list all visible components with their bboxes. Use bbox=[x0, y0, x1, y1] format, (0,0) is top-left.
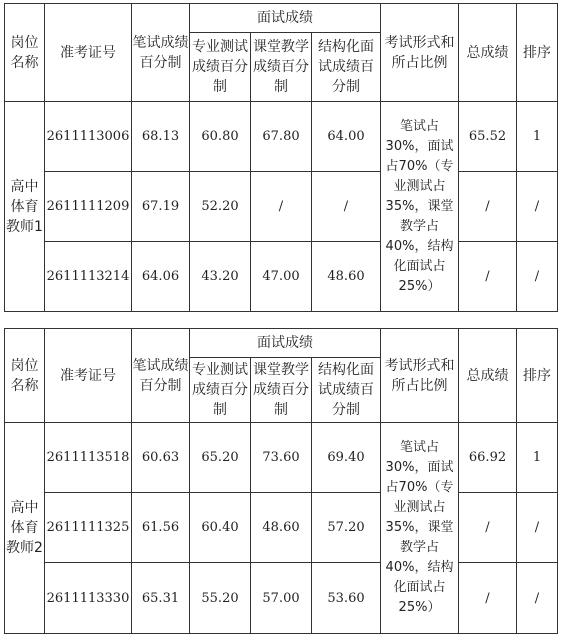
structured-score: / bbox=[312, 172, 381, 242]
table-row bbox=[5, 563, 558, 634]
teaching-score: 67.80 bbox=[251, 102, 312, 172]
exam-no: 2611113518 bbox=[45, 423, 132, 493]
header-exam-form: 考试形式和所占比例 bbox=[381, 329, 459, 423]
header-interview-group: 面试成绩 bbox=[190, 329, 381, 358]
skill-score: 55.20 bbox=[190, 563, 251, 634]
header-written-score: 笔试成绩百分制 bbox=[132, 329, 190, 423]
header-skill-test: 专业测试成绩百分制 bbox=[190, 358, 251, 423]
written-score: 67.19 bbox=[132, 172, 190, 242]
total-score: / bbox=[459, 493, 517, 563]
header-total-score: 总成绩 bbox=[459, 329, 517, 423]
written-score: 61.56 bbox=[132, 493, 190, 563]
written-score: 68.13 bbox=[132, 102, 190, 172]
written-score: 65.31 bbox=[132, 563, 190, 634]
rank: / bbox=[517, 563, 558, 634]
total-score: / bbox=[459, 563, 517, 634]
header-exam-no: 准考证号 bbox=[45, 4, 132, 102]
exam-no: 2611111325 bbox=[45, 493, 132, 563]
rank: / bbox=[517, 242, 558, 312]
total-score: 65.52 bbox=[459, 102, 517, 172]
exam-no: 2611113330 bbox=[45, 563, 132, 634]
structured-score: 48.60 bbox=[312, 242, 381, 312]
post-name: 高中体育教师2 bbox=[5, 423, 45, 634]
written-score: 64.06 bbox=[132, 242, 190, 312]
header-skill-test: 专业测试成绩百分制 bbox=[190, 33, 251, 102]
table-row bbox=[5, 102, 558, 172]
structured-score: 53.60 bbox=[312, 563, 381, 634]
table-row bbox=[5, 493, 558, 563]
skill-score: 65.20 bbox=[190, 423, 251, 493]
header-written-score: 笔试成绩百分制 bbox=[132, 4, 190, 102]
post-name: 高中体育教师1 bbox=[5, 102, 45, 312]
header-structured: 结构化面试成绩百分制 bbox=[312, 33, 381, 102]
skill-score: 60.80 bbox=[190, 102, 251, 172]
structured-score: 64.00 bbox=[312, 102, 381, 172]
header-structured: 结构化面试成绩百分制 bbox=[312, 358, 381, 423]
skill-score: 60.40 bbox=[190, 493, 251, 563]
rank: 1 bbox=[517, 102, 558, 172]
header-rank: 排序 bbox=[517, 4, 558, 102]
table-row bbox=[5, 172, 558, 242]
exam-no: 2611113006 bbox=[45, 102, 132, 172]
written-score: 60.63 bbox=[132, 423, 190, 493]
header-post: 岗位名称 bbox=[5, 329, 45, 423]
structured-score: 57.20 bbox=[312, 493, 381, 563]
teaching-score: 48.60 bbox=[251, 493, 312, 563]
structured-score: 69.40 bbox=[312, 423, 381, 493]
teaching-score: 57.00 bbox=[251, 563, 312, 634]
rank: / bbox=[517, 172, 558, 242]
skill-score: 52.20 bbox=[190, 172, 251, 242]
total-score: / bbox=[459, 242, 517, 312]
header-rank: 排序 bbox=[517, 329, 558, 423]
teaching-score: / bbox=[251, 172, 312, 242]
rank: 1 bbox=[517, 423, 558, 493]
exam-no: 2611111209 bbox=[45, 172, 132, 242]
exam-form-ratio: 笔试占30%，面试占70%（专业测试占35%，课堂教学占40%，结构化面试占25%） bbox=[381, 102, 459, 312]
header-teaching: 课堂教学成绩百分制 bbox=[251, 358, 312, 423]
exam-no: 2611113214 bbox=[45, 242, 132, 312]
score-table-1 bbox=[4, 3, 558, 312]
score-table-2 bbox=[4, 328, 558, 634]
header-exam-form: 考试形式和所占比例 bbox=[381, 4, 459, 102]
exam-form-ratio: 笔试占30%，面试占70%（专业测试占35%，课堂教学占40%，结构化面试占25%） bbox=[381, 423, 459, 634]
skill-score: 43.20 bbox=[190, 242, 251, 312]
header-post: 岗位名称 bbox=[5, 4, 45, 102]
table-row bbox=[5, 242, 558, 312]
rank: / bbox=[517, 493, 558, 563]
teaching-score: 73.60 bbox=[251, 423, 312, 493]
header-exam-no: 准考证号 bbox=[45, 329, 132, 423]
total-score: 66.92 bbox=[459, 423, 517, 493]
teaching-score: 47.00 bbox=[251, 242, 312, 312]
header-teaching: 课堂教学成绩百分制 bbox=[251, 33, 312, 102]
total-score: / bbox=[459, 172, 517, 242]
header-interview-group: 面试成绩 bbox=[190, 4, 381, 33]
table-row bbox=[5, 423, 558, 493]
header-total-score: 总成绩 bbox=[459, 4, 517, 102]
